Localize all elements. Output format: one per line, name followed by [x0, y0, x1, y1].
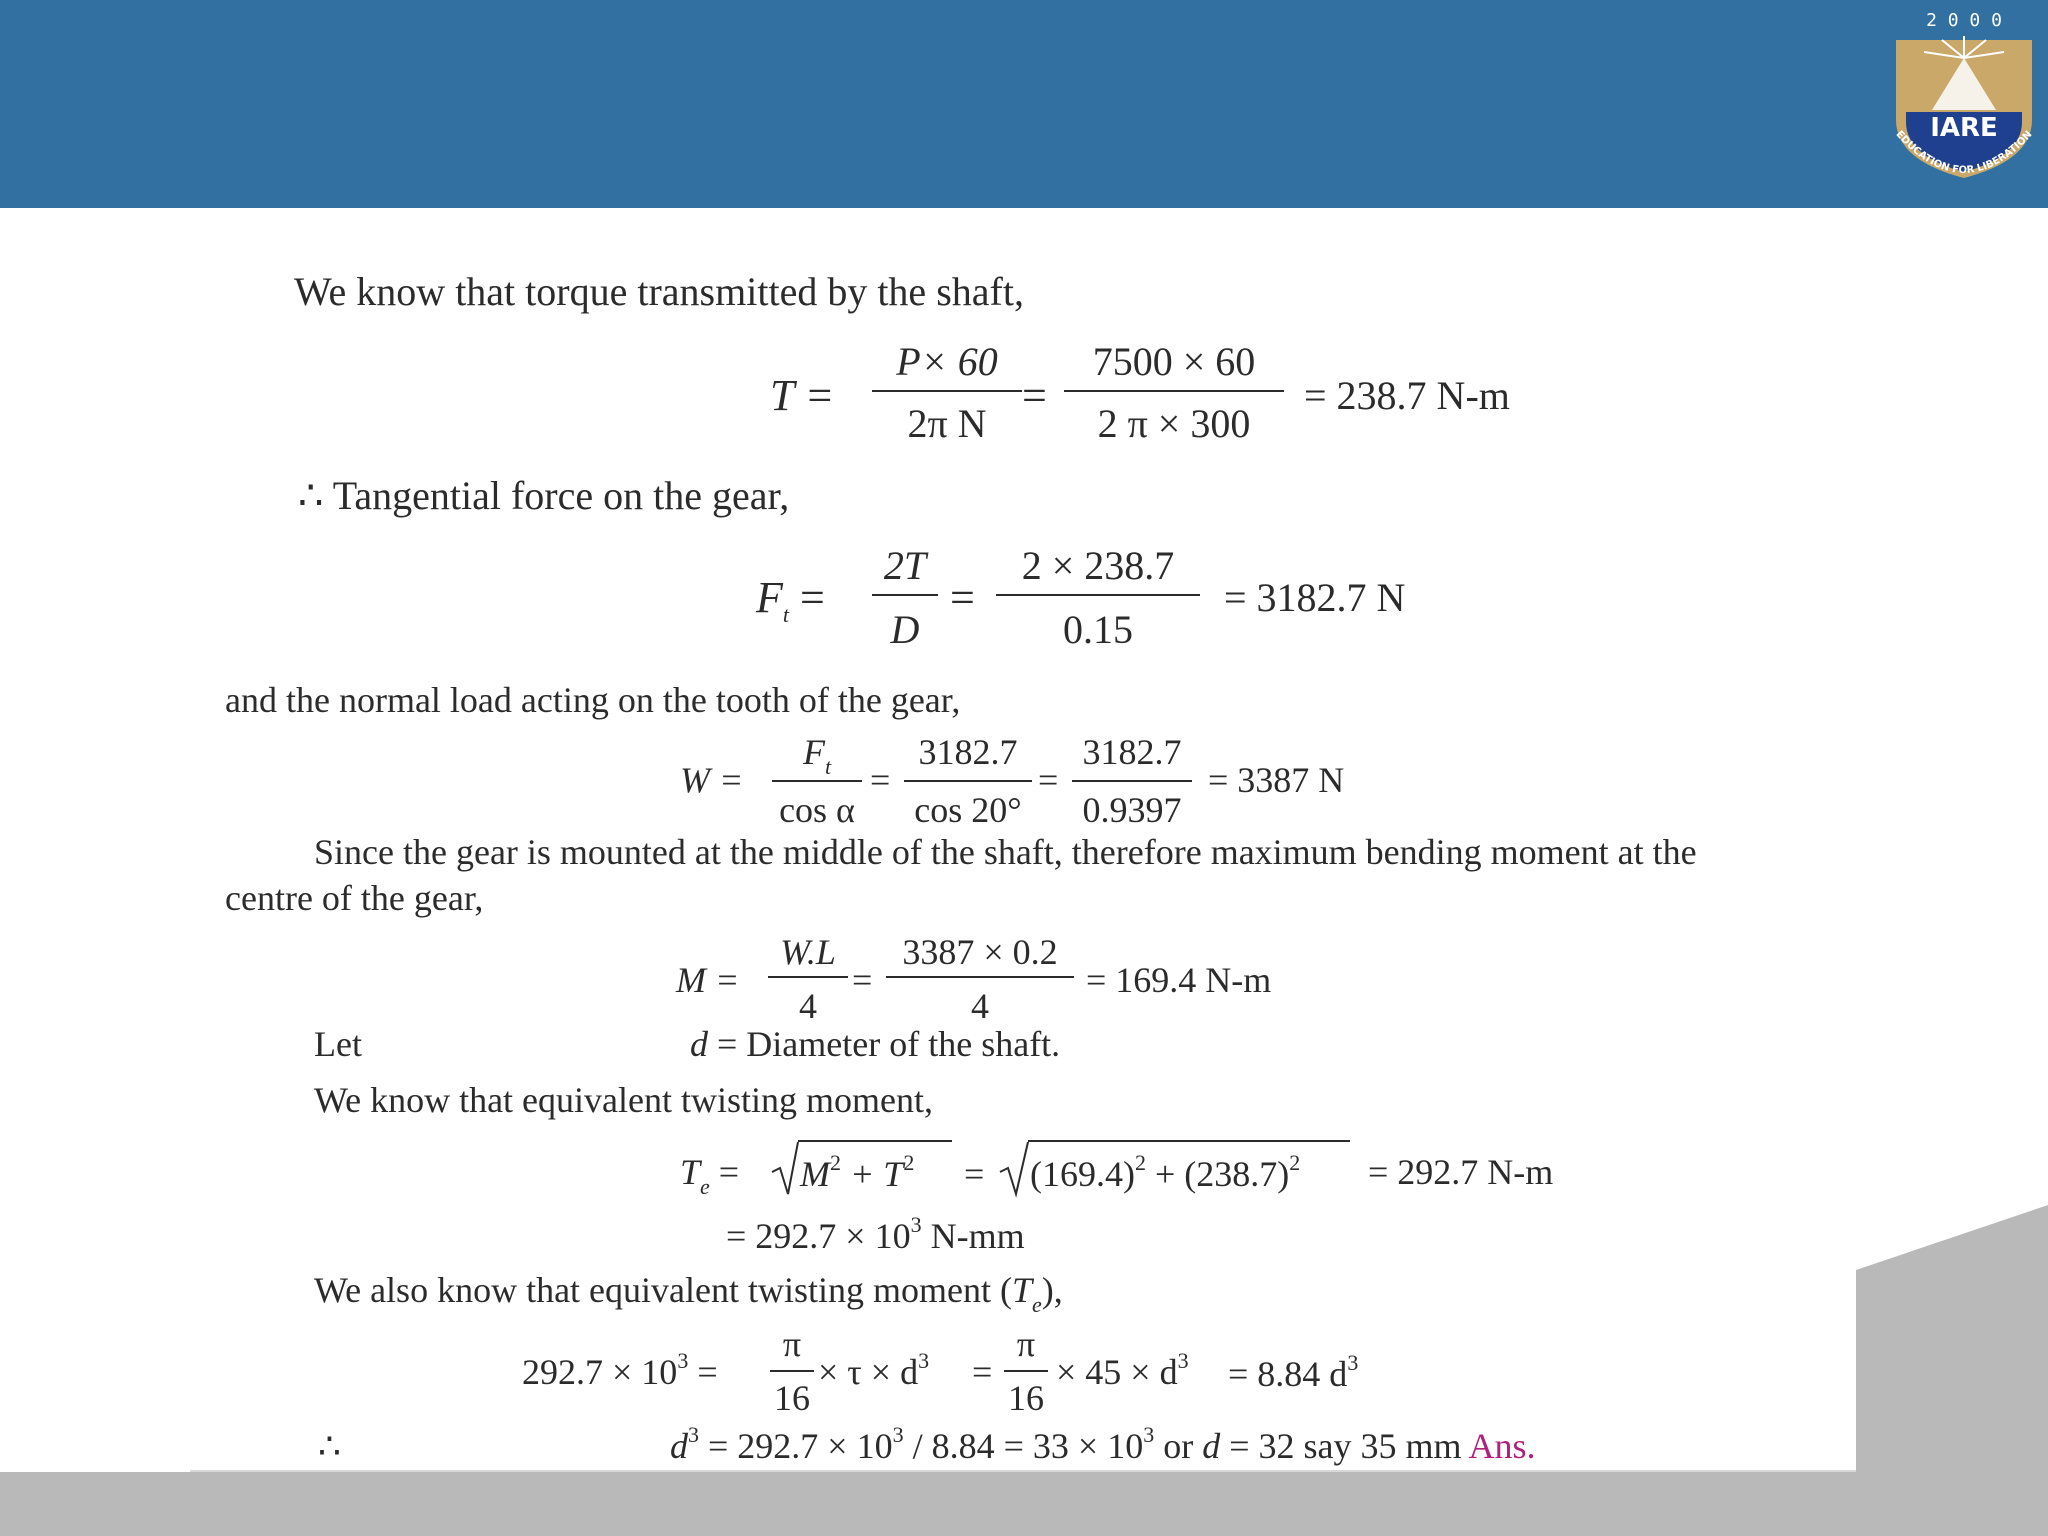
eq-d-lhs: $292.7 \times 10^3$ = — [522, 1348, 718, 1392]
eq-t-num1: P× 60 — [896, 339, 998, 384]
eq-t-num2: 7500 × 60 — [1092, 339, 1256, 384]
eq-m-bar1 — [768, 976, 848, 978]
final-result-line: $d^3 = 292.7 \times 10^3 / 8.84 = 33 \times 10^3$ or d = 32 say 35 mm Ans. — [670, 1422, 1536, 1466]
eq-m-lhs: M = — [676, 960, 740, 1000]
eq-f-lhs: $F_t$ = — [756, 573, 825, 627]
eq-m-bar2 — [886, 976, 1074, 978]
eq-w-den2: cos 20° — [914, 790, 1022, 830]
eq-te-sqrt-sign1 — [770, 1138, 800, 1198]
eq-m-num2: 3387 × 0.2 — [902, 932, 1058, 972]
eq-d-den2: 16 — [1008, 1378, 1044, 1418]
eq-w-eq2: = — [1038, 760, 1059, 800]
eq-d-den1: 16 — [774, 1378, 810, 1418]
eq-te-sqrt-sign2 — [998, 1138, 1030, 1198]
iare-logo — [1872, 0, 2048, 208]
eq-w-den3: 0.9397 — [1082, 790, 1182, 830]
eq-t-eq1: = — [1022, 371, 1047, 420]
eq-t-result: = 238.7 N-m — [1304, 373, 1510, 418]
eq-w-den1: cos α — [779, 790, 855, 830]
text-line-equivalent: We know that equivalent twisting moment, — [314, 1080, 933, 1120]
text-line-bending-b: centre of the gear, — [225, 878, 484, 918]
eq-t-lhs: T = — [770, 371, 835, 420]
text-line-tangential: ∴ Tangential force on the gear, — [298, 473, 790, 518]
eq-te-result: = 292.7 N-m — [1368, 1152, 1554, 1192]
eq-d-bar2 — [1004, 1370, 1048, 1372]
text-line-bending-a: Since the gear is mounted at the middle of the shaft, therefore maximum bending moment at the — [314, 832, 1697, 872]
eq-m-den2: 4 — [971, 986, 989, 1026]
eq-f-den1: D — [890, 607, 920, 652]
eq-m-result: = 169.4 N-m — [1086, 960, 1272, 1000]
eq-te-lhs: $T_e$ = — [680, 1152, 740, 1199]
eq-d-bar1 — [770, 1370, 814, 1372]
eq-w-num3: 3182.7 — [1082, 732, 1182, 772]
text-let: Let — [314, 1024, 362, 1064]
eq-w-num1: $F_t$ — [802, 732, 832, 779]
eq-f-bar1 — [872, 594, 938, 596]
logo-motto: EDUCATION FOR LIBERATION — [1893, 129, 2035, 177]
eq-d-term1: × $\tau \times d^3$ — [818, 1348, 930, 1392]
eq-w-result: = 3387 N — [1208, 760, 1345, 800]
eq-f-den2: 0.15 — [1063, 607, 1133, 652]
eq-te-radicand2: $(169.4)^2 + (238.7)^2$ — [1030, 1150, 1301, 1194]
eq-te-second-line: = $292.7 \times 10^3$ N-mm — [726, 1212, 1025, 1256]
text-line-normal-load: and the normal load acting on the tooth of the gear, — [225, 680, 961, 720]
eq-w-bar2 — [904, 780, 1032, 782]
eq-te-radicand1: $M^2 + T^2$ — [800, 1150, 915, 1194]
eq-d-result: = 8.84 $d^3$ — [1228, 1350, 1359, 1394]
eq-w-lhs: W = — [680, 760, 744, 800]
eq-te-eq1: = — [964, 1154, 985, 1194]
eq-m-den1: 4 — [799, 986, 817, 1026]
eq-w-bar3 — [1072, 780, 1192, 782]
eq-w-num2: 3182.7 — [918, 732, 1018, 772]
logo-name: IARE — [1930, 113, 1998, 143]
logo-year: 2 0 0 0 — [1926, 10, 2002, 31]
eq-t-bar1 — [872, 390, 1022, 392]
eq-f-result: = 3182.7 N — [1224, 575, 1406, 620]
eq-t-bar2 — [1064, 390, 1284, 392]
eq-d-term2: × $45 \times d^3$ — [1056, 1348, 1189, 1392]
text-let-definition: d = Diameter of the shaft. — [690, 1024, 1061, 1064]
eq-f-eq1: = — [950, 573, 975, 622]
eq-m-eq1: = — [852, 960, 873, 1000]
eq-w-bar1 — [772, 780, 862, 782]
therefore-symbol: ∴ — [318, 1426, 341, 1466]
eq-m-num1: W.L — [780, 932, 836, 972]
text-line-torque-intro: We know that torque transmitted by the shaft, — [294, 269, 1024, 314]
eq-d-num1: π — [782, 1324, 802, 1364]
eq-t-den2: 2 π × 300 — [1097, 401, 1251, 446]
eq-f-num1: 2T — [883, 543, 927, 588]
eq-f-num2: 2 × 238.7 — [1021, 543, 1175, 588]
eq-d-eq1: = — [972, 1352, 993, 1392]
eq-f-bar2 — [996, 594, 1200, 596]
eq-d-num2: π — [1016, 1324, 1036, 1364]
header-band — [0, 0, 2048, 208]
eq-t-den1: 2π N — [907, 401, 987, 446]
eq-te-sqrt-bar2 — [1028, 1140, 1350, 1142]
answer-label: Ans. — [1468, 1426, 1536, 1466]
text-line-also-know: We also know that equivalent twisting moment $(T_e)$, — [314, 1270, 1063, 1317]
eq-w-eq1: = — [870, 760, 891, 800]
eq-te-sqrt-bar1 — [798, 1140, 952, 1142]
